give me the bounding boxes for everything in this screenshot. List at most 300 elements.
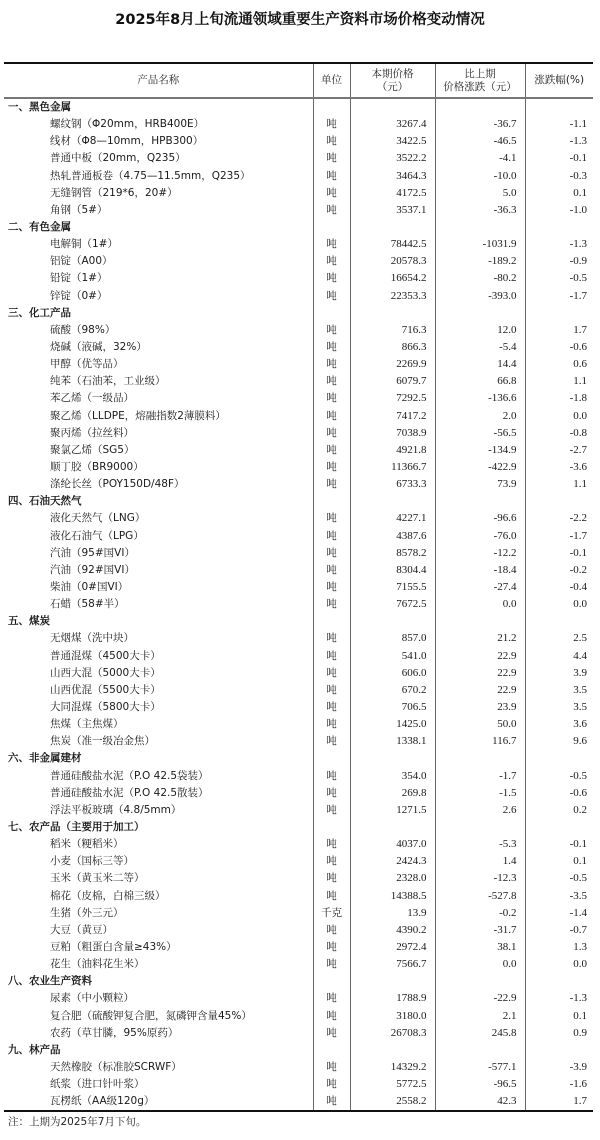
unit: 吨 (313, 699, 350, 716)
section-row (4, 750, 593, 767)
table-body (4, 98, 593, 1111)
empty-cell (313, 750, 350, 767)
current-price: 3267.4 (350, 116, 435, 133)
empty-cell (435, 973, 525, 990)
change-percent: -0.5 (525, 767, 593, 784)
section-row (4, 98, 593, 116)
change-percent: 3.6 (525, 716, 593, 733)
product-name: 普通混煤（4500大卡） (50, 649, 161, 662)
product-name: 山西优混（5500大卡） (50, 683, 161, 696)
unit: 吨 (313, 1007, 350, 1024)
table-row (4, 922, 593, 939)
section-row (4, 305, 593, 322)
unit: 吨 (313, 545, 350, 562)
empty-cell (525, 1042, 593, 1059)
unit: 吨 (313, 510, 350, 527)
empty-cell (435, 819, 525, 836)
change-percent: 1.7 (525, 322, 593, 339)
price-change: -4.1 (435, 150, 525, 167)
unit: 吨 (313, 887, 350, 904)
change-percent: -0.1 (525, 545, 593, 562)
current-price: 22353.3 (350, 288, 435, 305)
product-name: 电解铜（1#） (50, 238, 118, 251)
product-name: 大同混煤（5800大卡） (50, 700, 161, 713)
empty-cell (350, 819, 435, 836)
price-change: 12.0 (435, 322, 525, 339)
change-percent: -0.6 (525, 339, 593, 356)
change-percent: -0.1 (525, 150, 593, 167)
price-change: -527.8 (435, 887, 525, 904)
price-change: -12.3 (435, 870, 525, 887)
product-name: 汽油（95#国VI） (50, 546, 135, 559)
table-row (4, 270, 593, 287)
product-name: 纯苯（石油苯，工业级） (50, 375, 166, 388)
product-name: 线材（Φ8—10mm，HPB300） (50, 135, 204, 148)
current-price: 2269.9 (350, 356, 435, 373)
product-name: 无缝钢管（219*6，20#） (50, 186, 178, 199)
change-percent: -1.3 (525, 990, 593, 1007)
unit: 吨 (313, 785, 350, 802)
table-row (4, 682, 593, 699)
empty-cell (525, 219, 593, 236)
current-price: 14388.5 (350, 887, 435, 904)
price-change: 66.8 (435, 373, 525, 390)
empty-cell (525, 750, 593, 767)
table-row (4, 853, 593, 870)
price-change: -56.5 (435, 425, 525, 442)
unit: 吨 (313, 648, 350, 665)
empty-cell (350, 613, 435, 630)
price-change: 22.9 (435, 682, 525, 699)
section-row (4, 1042, 593, 1059)
unit: 吨 (313, 596, 350, 613)
empty-cell (435, 305, 525, 322)
change-percent: -0.5 (525, 270, 593, 287)
change-percent: -1.3 (525, 133, 593, 150)
empty-cell (435, 98, 525, 116)
current-price: 716.3 (350, 322, 435, 339)
price-change: 1.4 (435, 853, 525, 870)
table-row (4, 990, 593, 1007)
change-percent: -1.8 (525, 390, 593, 407)
unit: 吨 (313, 339, 350, 356)
change-percent: -1.7 (525, 528, 593, 545)
empty-cell (313, 613, 350, 630)
unit: 吨 (313, 1059, 350, 1076)
change-percent: 0.6 (525, 356, 593, 373)
table-row (4, 562, 593, 579)
current-price: 4227.1 (350, 510, 435, 527)
current-price: 866.3 (350, 339, 435, 356)
current-price-unit: （元） (376, 80, 409, 93)
empty-cell (350, 493, 435, 510)
table-row (4, 545, 593, 562)
product-name: 柴油（0#国VI） (50, 581, 129, 593)
current-price: 1271.5 (350, 802, 435, 819)
current-price: 78442.5 (350, 236, 435, 253)
section-row (4, 219, 593, 236)
product-name: 焦煤（主焦煤） (50, 718, 124, 731)
table-row (4, 648, 593, 665)
current-price: 3464.3 (350, 168, 435, 185)
current-price: 3180.0 (350, 1007, 435, 1024)
empty-cell (525, 493, 593, 510)
current-price: 20578.3 (350, 253, 435, 270)
current-price: 26708.3 (350, 1025, 435, 1042)
table-row (4, 408, 593, 425)
current-price: 857.0 (350, 630, 435, 647)
table-row (4, 870, 593, 887)
section-label: 六、非金属建材 (8, 752, 82, 765)
table-row (4, 1093, 593, 1111)
price-change: -189.2 (435, 253, 525, 270)
section-label: 一、黑色金属 (8, 101, 71, 114)
unit: 千克 (313, 905, 350, 922)
current-price-label: 本期价格 (371, 67, 414, 80)
unit: 吨 (313, 116, 350, 133)
price-change: -5.3 (435, 836, 525, 853)
price-change: -393.0 (435, 288, 525, 305)
current-price: 11366.7 (350, 459, 435, 476)
price-change: 0.0 (435, 956, 525, 973)
unit: 吨 (313, 133, 350, 150)
product-name: 烧碱（液碱，32%） (50, 341, 147, 354)
current-price: 7292.5 (350, 390, 435, 407)
current-price: 2558.2 (350, 1093, 435, 1111)
product-name: 硫酸（98%） (50, 323, 116, 336)
product-name: 复合肥（硫酸钾复合肥，氮磷钾含量45%） (50, 1009, 252, 1022)
unit: 吨 (313, 990, 350, 1007)
table-row (4, 253, 593, 270)
price-change: -577.1 (435, 1059, 525, 1076)
current-price: 2972.4 (350, 939, 435, 956)
section-label: 三、化工产品 (8, 306, 71, 319)
table-row (4, 476, 593, 493)
price-change-label-1: 比上期 (464, 67, 496, 80)
price-change: 22.9 (435, 648, 525, 665)
unit: 吨 (313, 562, 350, 579)
table-row (4, 510, 593, 527)
table-row (4, 1007, 593, 1024)
empty-cell (525, 613, 593, 630)
product-name: 普通中板（20mm，Q235） (50, 152, 186, 165)
change-percent: 2.5 (525, 630, 593, 647)
unit: 吨 (313, 853, 350, 870)
current-price: 14329.2 (350, 1059, 435, 1076)
table-row (4, 339, 593, 356)
current-price: 4387.6 (350, 528, 435, 545)
price-change-label-2: 价格涨跌（元） (443, 80, 517, 93)
change-percent: 4.4 (525, 648, 593, 665)
table-row (4, 630, 593, 647)
current-price: 7417.2 (350, 408, 435, 425)
current-price: 3522.2 (350, 150, 435, 167)
current-price: 6733.3 (350, 476, 435, 493)
product-name: 焦炭（准一级冶金焦） (50, 735, 155, 748)
product-name: 液化天然气（LNG） (50, 512, 146, 525)
change-percent: -3.9 (525, 1059, 593, 1076)
unit: 吨 (313, 442, 350, 459)
table-row (4, 202, 593, 219)
table-row (4, 425, 593, 442)
price-change: 38.1 (435, 939, 525, 956)
change-percent: 0.9 (525, 1025, 593, 1042)
unit: 吨 (313, 870, 350, 887)
table-row (4, 528, 593, 545)
price-change: -12.2 (435, 545, 525, 562)
section-label: 四、石油天然气 (8, 495, 82, 508)
price-change: -422.9 (435, 459, 525, 476)
current-price: 670.2 (350, 682, 435, 699)
section-row (4, 973, 593, 990)
change-percent: -0.2 (525, 562, 593, 579)
current-price: 6079.7 (350, 373, 435, 390)
unit: 吨 (313, 390, 350, 407)
change-percent: 0.0 (525, 596, 593, 613)
change-percent: 3.5 (525, 699, 593, 716)
change-percent: -0.4 (525, 579, 593, 596)
price-change: 245.8 (435, 1025, 525, 1042)
unit: 吨 (313, 665, 350, 682)
empty-cell (313, 305, 350, 322)
change-percent: -1.0 (525, 202, 593, 219)
table-row (4, 596, 593, 613)
product-name: 铝锭（A00） (50, 255, 113, 268)
product-name: 花生（油料花生米） (50, 958, 145, 971)
product-name: 液化石油气（LPG） (50, 529, 144, 542)
change-percent: -3.6 (525, 459, 593, 476)
change-percent: 1.1 (525, 373, 593, 390)
product-name: 热轧普通板卷（4.75—11.5mm，Q235） (50, 169, 251, 182)
empty-cell (313, 98, 350, 116)
change-percent: 1.1 (525, 476, 593, 493)
unit: 吨 (313, 150, 350, 167)
current-price: 3537.1 (350, 202, 435, 219)
change-percent: 3.9 (525, 665, 593, 682)
product-name: 山西大混（5000大卡） (50, 666, 161, 679)
unit: 吨 (313, 528, 350, 545)
product-name: 顺丁胶（BR9000） (50, 461, 144, 474)
product-name: 浮法平板玻璃（4.8/5mm） (50, 803, 182, 816)
column-header-price-change (435, 63, 525, 98)
price-change: -22.9 (435, 990, 525, 1007)
current-price: 4390.2 (350, 922, 435, 939)
unit: 吨 (313, 716, 350, 733)
change-percent: -1.6 (525, 1076, 593, 1093)
current-price: 8578.2 (350, 545, 435, 562)
current-price: 4037.0 (350, 836, 435, 853)
change-percent: 0.1 (525, 1007, 593, 1024)
current-price: 1338.1 (350, 733, 435, 750)
product-name: 稻米（粳稻米） (50, 838, 124, 851)
current-price: 13.9 (350, 905, 435, 922)
unit: 吨 (313, 168, 350, 185)
unit: 吨 (313, 373, 350, 390)
product-name: 锌锭（0#） (50, 289, 108, 302)
price-change: 14.4 (435, 356, 525, 373)
table-row (4, 887, 593, 904)
table-row (4, 905, 593, 922)
table-row (4, 939, 593, 956)
price-change: -36.7 (435, 116, 525, 133)
unit: 吨 (313, 922, 350, 939)
table-row (4, 356, 593, 373)
section-row (4, 613, 593, 630)
price-change: -27.4 (435, 579, 525, 596)
empty-cell (435, 1042, 525, 1059)
price-change: -96.6 (435, 510, 525, 527)
change-percent: 0.1 (525, 185, 593, 202)
empty-cell (435, 493, 525, 510)
empty-cell (350, 1042, 435, 1059)
current-price: 1788.9 (350, 990, 435, 1007)
product-name: 聚丙烯（拉丝料） (50, 426, 134, 439)
empty-cell (435, 219, 525, 236)
empty-cell (313, 219, 350, 236)
current-price: 7566.7 (350, 956, 435, 973)
unit: 吨 (313, 1093, 350, 1111)
change-percent: -0.7 (525, 922, 593, 939)
price-change: 21.2 (435, 630, 525, 647)
current-price: 1425.0 (350, 716, 435, 733)
unit: 吨 (313, 408, 350, 425)
unit: 吨 (313, 956, 350, 973)
unit: 吨 (313, 682, 350, 699)
price-change: 42.3 (435, 1093, 525, 1111)
product-name: 汽油（92#国VI） (50, 563, 135, 576)
change-percent: -3.5 (525, 887, 593, 904)
product-name: 涤纶长丝（POY150D/48F） (50, 478, 185, 491)
empty-cell (525, 819, 593, 836)
page-title: 2025年8月上旬流通领域重要生产资料市场价格变动情况 (115, 12, 485, 28)
footnote: 注：上期为2025年7月下旬。 (8, 1116, 147, 1128)
unit: 吨 (313, 939, 350, 956)
unit: 吨 (313, 459, 350, 476)
table-row (4, 802, 593, 819)
empty-cell (350, 219, 435, 236)
price-change: 50.0 (435, 716, 525, 733)
current-price: 3422.5 (350, 133, 435, 150)
price-change: -10.0 (435, 168, 525, 185)
empty-cell (525, 98, 593, 116)
table-row (4, 150, 593, 167)
table-row (4, 1076, 593, 1093)
unit: 吨 (313, 1076, 350, 1093)
table-row (4, 442, 593, 459)
column-header-unit: 单位 (313, 63, 350, 98)
price-change: 5.0 (435, 185, 525, 202)
unit: 吨 (313, 356, 350, 373)
unit: 吨 (313, 322, 350, 339)
empty-cell (350, 750, 435, 767)
current-price: 4921.8 (350, 442, 435, 459)
product-name: 生猪（外三元） (50, 906, 124, 919)
product-name: 纸浆（进口针叶浆） (50, 1078, 145, 1091)
price-change: -0.2 (435, 905, 525, 922)
unit: 吨 (313, 236, 350, 253)
product-name: 石蜡（58#半） (50, 598, 125, 611)
price-change: -18.4 (435, 562, 525, 579)
unit: 吨 (313, 270, 350, 287)
price-change: -1031.9 (435, 236, 525, 253)
change-percent: -1.1 (525, 116, 593, 133)
change-percent: -1.3 (525, 236, 593, 253)
unit: 吨 (313, 476, 350, 493)
empty-cell (313, 819, 350, 836)
change-percent: -0.6 (525, 785, 593, 802)
unit: 吨 (313, 1025, 350, 1042)
unit: 吨 (313, 836, 350, 853)
price-change: 2.0 (435, 408, 525, 425)
current-price: 269.8 (350, 785, 435, 802)
empty-cell (525, 973, 593, 990)
price-change: -5.4 (435, 339, 525, 356)
product-name: 玉米（黄玉米二等） (50, 872, 145, 885)
section-row (4, 493, 593, 510)
current-price: 354.0 (350, 767, 435, 784)
price-change: 116.7 (435, 733, 525, 750)
product-name: 小麦（国标三等） (50, 855, 134, 868)
product-name: 普通硅酸盐水泥（P.O 42.5散装） (50, 786, 209, 799)
unit: 吨 (313, 579, 350, 596)
current-price: 16654.2 (350, 270, 435, 287)
change-percent: -1.4 (525, 905, 593, 922)
price-change: -134.9 (435, 442, 525, 459)
current-price: 7155.5 (350, 579, 435, 596)
unit: 吨 (313, 202, 350, 219)
change-percent: -0.3 (525, 168, 593, 185)
section-label: 八、农业生产资料 (8, 975, 92, 988)
current-price: 2424.3 (350, 853, 435, 870)
price-change: 22.9 (435, 665, 525, 682)
current-price: 8304.4 (350, 562, 435, 579)
price-change: -96.5 (435, 1076, 525, 1093)
table-row (4, 579, 593, 596)
table-row (4, 767, 593, 784)
table-row (4, 1059, 593, 1076)
unit: 吨 (313, 185, 350, 202)
empty-cell (435, 750, 525, 767)
unit: 吨 (313, 802, 350, 819)
table-row (4, 733, 593, 750)
change-percent: -2.2 (525, 510, 593, 527)
change-percent: -0.1 (525, 836, 593, 853)
unit: 吨 (313, 288, 350, 305)
column-header-current-price (350, 63, 435, 98)
empty-cell (313, 973, 350, 990)
section-label: 五、煤炭 (8, 615, 50, 628)
product-name: 大豆（黄豆） (50, 923, 113, 936)
price-change: -80.2 (435, 270, 525, 287)
product-name: 聚氯乙烯（SG5） (50, 443, 135, 456)
table-row (4, 785, 593, 802)
change-percent: 3.5 (525, 682, 593, 699)
product-name: 瓦楞纸（AA级120g） (4, 1093, 313, 1111)
unit: 吨 (313, 425, 350, 442)
current-price: 5772.5 (350, 1076, 435, 1093)
section-row (4, 819, 593, 836)
price-change: -136.6 (435, 390, 525, 407)
price-change: 23.9 (435, 699, 525, 716)
product-name: 无烟煤（洗中块） (50, 632, 134, 645)
empty-cell (350, 305, 435, 322)
change-percent: -0.5 (525, 870, 593, 887)
empty-cell (525, 305, 593, 322)
current-price: 7672.5 (350, 596, 435, 613)
product-name: 角钢（5#） (50, 203, 108, 216)
product-name: 甲醇（优等品） (50, 358, 124, 371)
change-percent: 1.7 (525, 1093, 593, 1111)
